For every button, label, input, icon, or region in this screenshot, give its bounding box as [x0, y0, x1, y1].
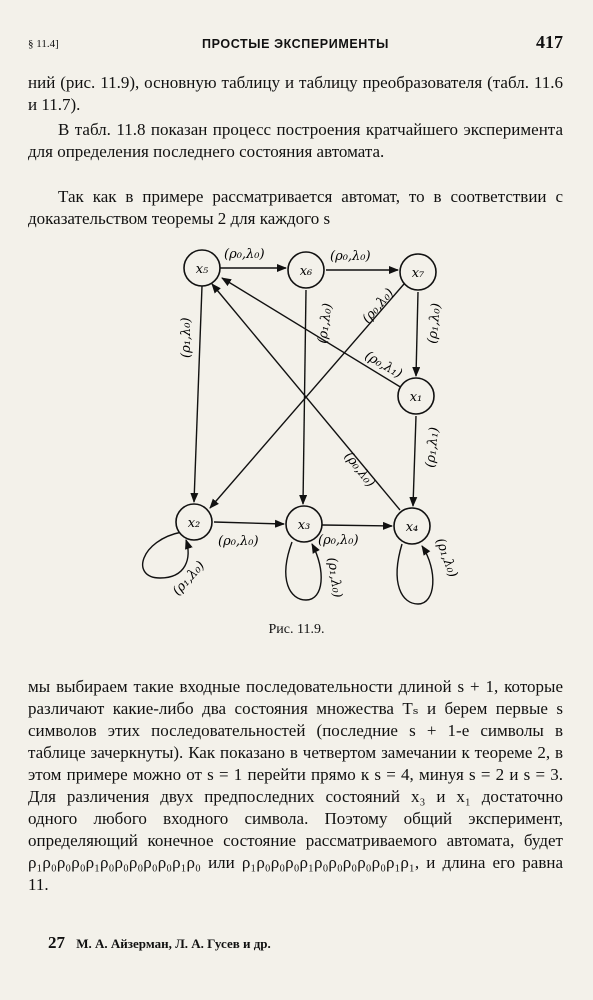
paragraph-experiment: мы выбираем такие входные последовательности длиной s + 1, которые различают какие-либо два состояния множества Tₛ и берем первые s символов этих последовательностей (последние s + 1-е символы в таблице зачеркнуты). Как показано в четвертом замечании к теореме 2, в этом примере можно от s = 1 перейти прямо к s = 4, минуя s = 2 и s = 3. Для различения двух предпоследних состояний x₃ и x₁ достаточно одного любого входного символа. Поэтому общий эксперимент, определяющий конечное состояние рассматриваемого автомата, будет ρ₁ρ₀ρ₀ρ₀ρ₁ρ₀ρ₀ρ₀ρ₀ρ₀ρ₁ρ₀ или ρ₁ρ₀ρ₀ρ₀ρ₁ρ₀ρ₀ρ₀ρ₀ρ₀ρ₁ρ₁, и длина его равна 11.: [28, 677, 563, 894]
edge-label-x1-x4: (ρ₁,λ₁): [423, 426, 443, 469]
edge-label-x6-x3: (ρ₁,λ₀): [315, 302, 336, 345]
page-number: 417: [536, 32, 563, 52]
section-reference: § 11.4]: [28, 38, 59, 50]
running-header: [28, 34, 563, 56]
node-label-x7: x₇: [411, 266, 425, 281]
edge-label-x3-loop: (ρ₁,λ₀): [324, 556, 345, 599]
node-label-x3: x₃: [297, 518, 311, 533]
edge-label-x5-x2: (ρ₁,λ₀): [179, 317, 194, 358]
node-label-x5: x₅: [195, 262, 209, 277]
node-label-x2: x₂: [187, 516, 201, 531]
edge-x3-x4: [322, 525, 392, 526]
signature-number: 27: [48, 933, 65, 952]
node-label-x4: x₄: [405, 520, 419, 535]
paragraph-continuation: ний (рис. 11.9), основную таблицу и таблицу преобразователя (табл. 11.6 и 11.7).: [28, 73, 563, 114]
edge-label-x7-x1: (ρ₁,λ₀): [425, 302, 445, 345]
paragraph-theorem-intro: Так как в примере рассматривается автомат, то в соответствии с доказательством теоремы 2 для каждого s: [28, 187, 563, 228]
edge-label-x1-x5: (ρ₀,λ₁): [362, 348, 405, 382]
loop-x3: [286, 542, 321, 600]
running-title: ПРОСТЫЕ ЭКСПЕРИМЕНТЫ: [202, 37, 389, 51]
edge-x1-x4: [413, 416, 416, 506]
edge-label-x2-x3: (ρ₀,λ₀): [218, 534, 259, 549]
node-label-x6: x₆: [299, 264, 313, 279]
edge-label-x5-x6: (ρ₀,λ₀): [224, 247, 265, 262]
edge-x7-x1: [416, 292, 418, 376]
edge-x1-x5: [222, 278, 402, 388]
loop-x4: [397, 544, 433, 604]
edge-label-x4-x5: (ρ₀,λ₀): [340, 449, 378, 491]
footer-signature: [48, 933, 271, 953]
edge-label-x4-loop: (ρ₁,λ₀): [432, 536, 461, 580]
edge-label-x6-x7: (ρ₀,λ₀): [330, 249, 371, 264]
figure-caption: Рис. 11.9.: [268, 622, 325, 637]
edge-label-x2-loop: (ρ₁,λ₀): [169, 558, 209, 599]
footer-authors: М. А. Айзерман, Л. А. Гусев и др.: [76, 936, 271, 951]
state-diagram: [120, 240, 480, 620]
loop-x2: [143, 532, 188, 578]
edge-x5-x2: [194, 286, 202, 502]
node-label-x1: x₁: [409, 390, 423, 405]
edge-x2-x3: [214, 522, 284, 524]
paragraph-table-reference: В табл. 11.8 показан процесс построения кратчайшего эксперимента для определения последнего состояния автомата.: [28, 120, 563, 161]
edge-label-x3-x4: (ρ₀,λ₀): [318, 533, 359, 548]
edge-label-x7-x2: (ρ₀,λ₀): [359, 285, 398, 327]
